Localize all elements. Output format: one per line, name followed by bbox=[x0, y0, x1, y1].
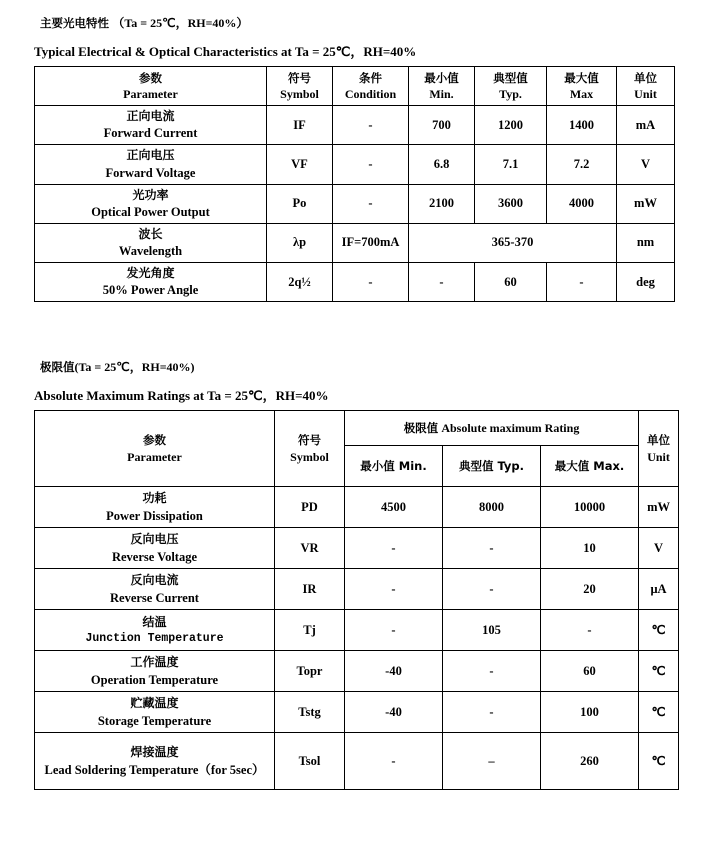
row-symbol: Tstg bbox=[275, 692, 345, 733]
row-condition: - bbox=[333, 106, 409, 145]
row-min: 700 bbox=[409, 106, 475, 145]
row-unit: deg bbox=[617, 263, 675, 302]
header-unit bbox=[639, 411, 679, 487]
absolute-maximum-ratings-table bbox=[34, 410, 679, 790]
row-parameter bbox=[35, 223, 267, 262]
row-parameter-en: Storage Temperature bbox=[97, 713, 212, 728]
header-min-label: 最小值 Min. bbox=[360, 459, 427, 474]
section2-title bbox=[40, 358, 678, 375]
table-row bbox=[35, 184, 675, 223]
row-min: - bbox=[345, 733, 443, 790]
row-parameter-cn: 结温 bbox=[142, 614, 167, 629]
table-row bbox=[35, 692, 679, 733]
row-parameter-cn: 反向电流 bbox=[130, 573, 179, 588]
header-rating-group bbox=[345, 411, 639, 446]
row-symbol: Tj bbox=[275, 610, 345, 651]
row-typ: - bbox=[443, 528, 541, 569]
section2-title-cn: 极限值 bbox=[40, 360, 75, 375]
row-parameter-en: Power Dissipation bbox=[106, 508, 203, 523]
header-unit-cn: 单位 bbox=[634, 70, 657, 85]
section1-title bbox=[40, 14, 678, 31]
row-unit: μA bbox=[639, 569, 679, 610]
row-parameter-cn: 焊接温度 bbox=[130, 745, 179, 760]
row-min: - bbox=[409, 263, 475, 302]
header-symbol-cn: 符号 bbox=[298, 433, 321, 448]
row-parameter-cn: 正向电流 bbox=[126, 109, 175, 123]
header-typ bbox=[443, 446, 541, 487]
table-row bbox=[35, 223, 675, 262]
table-row bbox=[35, 528, 679, 569]
header-typ-en: Typ. bbox=[499, 86, 522, 101]
header-rating-group-en: Absolute maximum Rating bbox=[441, 421, 580, 436]
row-typ: - bbox=[443, 569, 541, 610]
row-unit: ℃ bbox=[639, 692, 679, 733]
table-row bbox=[35, 610, 679, 651]
optical-characteristics-table bbox=[34, 66, 675, 302]
row-symbol: λp bbox=[267, 223, 333, 262]
row-parameter-cn: 正向电压 bbox=[126, 148, 175, 163]
header-typ bbox=[475, 67, 547, 106]
row-typ: - bbox=[443, 692, 541, 733]
header-condition bbox=[333, 67, 409, 106]
row-unit: mA bbox=[617, 106, 675, 145]
row-condition: - bbox=[333, 184, 409, 223]
header-unit-cn: 单位 bbox=[647, 433, 671, 448]
row-condition: - bbox=[333, 145, 409, 184]
row-parameter bbox=[35, 106, 267, 145]
row-condition: - bbox=[333, 263, 409, 302]
table-header-row bbox=[35, 67, 675, 106]
row-symbol: Tsol bbox=[275, 733, 345, 790]
row-symbol: PD bbox=[275, 487, 345, 528]
row-symbol: VR bbox=[275, 528, 345, 569]
row-max: - bbox=[541, 610, 639, 651]
row-parameter-cn: 光功率 bbox=[132, 187, 169, 202]
header-max bbox=[541, 446, 639, 487]
table-row bbox=[35, 106, 675, 145]
header-min bbox=[409, 67, 475, 106]
row-unit: mW bbox=[617, 184, 675, 223]
header-max-en: Max bbox=[569, 86, 594, 101]
row-parameter-en: Lead Soldering Temperature（for 5sec） bbox=[44, 762, 265, 777]
row-parameter-cn: 贮藏温度 bbox=[130, 696, 179, 711]
header-unit bbox=[617, 67, 675, 106]
header-unit-en: Unit bbox=[647, 449, 670, 464]
row-max: 10 bbox=[541, 528, 639, 569]
row-parameter-en: 50% Power Angle bbox=[102, 283, 199, 298]
table-header-row bbox=[35, 411, 679, 446]
row-parameter-en: Optical Power Output bbox=[91, 204, 210, 219]
header-min-en: Min. bbox=[429, 86, 454, 101]
row-typ: 7.1 bbox=[475, 145, 547, 184]
row-parameter-en: Wavelength bbox=[118, 244, 183, 259]
row-unit: nm bbox=[617, 223, 675, 262]
header-symbol-en: Symbol bbox=[290, 449, 329, 464]
section1-subtitle: Typical Electrical & Optical Characteristics at Ta = 25℃，RH=40% bbox=[34, 44, 417, 59]
row-max: 7.2 bbox=[547, 145, 617, 184]
row-min: 6.8 bbox=[409, 145, 475, 184]
row-typ: 60 bbox=[475, 263, 547, 302]
row-min: -40 bbox=[345, 692, 443, 733]
header-rating-group-cn: 极限值 bbox=[403, 421, 439, 436]
row-min: - bbox=[345, 610, 443, 651]
header-condition-en: Condition bbox=[344, 86, 397, 101]
row-min: -40 bbox=[345, 651, 443, 692]
row-unit: V bbox=[639, 528, 679, 569]
row-parameter-en: Forward Voltage bbox=[105, 165, 196, 180]
row-min: - bbox=[345, 528, 443, 569]
header-parameter-en: Parameter bbox=[123, 86, 178, 101]
row-typ: 8000 bbox=[443, 487, 541, 528]
row-parameter-cn: 功耗 bbox=[142, 491, 167, 506]
row-parameter bbox=[35, 145, 267, 184]
row-condition: IF=700mA bbox=[333, 223, 409, 262]
row-parameter bbox=[35, 487, 275, 528]
header-typ-cn: 典型值 bbox=[493, 70, 528, 85]
section1-title-cn: 主要光电特性 bbox=[40, 16, 109, 30]
row-symbol: IR bbox=[275, 569, 345, 610]
row-parameter bbox=[35, 733, 275, 790]
row-unit: ℃ bbox=[639, 733, 679, 790]
row-max: 20 bbox=[541, 569, 639, 610]
row-parameter bbox=[35, 651, 275, 692]
header-parameter-cn: 参数 bbox=[143, 433, 166, 448]
table-row bbox=[35, 651, 679, 692]
row-max: 60 bbox=[541, 651, 639, 692]
row-unit: V bbox=[617, 145, 675, 184]
row-max: 4000 bbox=[547, 184, 617, 223]
row-parameter-en: Forward Current bbox=[103, 126, 198, 141]
row-parameter bbox=[35, 263, 267, 302]
table-row bbox=[35, 733, 679, 790]
row-parameter-cn: 波长 bbox=[138, 226, 163, 241]
row-typ: - bbox=[443, 651, 541, 692]
row-min: 2100 bbox=[409, 184, 475, 223]
row-min: - bbox=[345, 569, 443, 610]
row-symbol: IF bbox=[267, 106, 333, 145]
header-parameter bbox=[35, 411, 275, 487]
row-parameter-cn: 工作温度 bbox=[130, 655, 179, 670]
row-parameter bbox=[35, 569, 275, 610]
row-parameter bbox=[35, 692, 275, 733]
table-row bbox=[35, 487, 679, 528]
row-typ: 1200 bbox=[475, 106, 547, 145]
header-min bbox=[345, 446, 443, 487]
row-parameter-en: Reverse Current bbox=[110, 590, 199, 605]
row-unit: mW bbox=[639, 487, 679, 528]
row-min: 4500 bbox=[345, 487, 443, 528]
row-typ: – bbox=[443, 733, 541, 790]
row-symbol: VF bbox=[267, 145, 333, 184]
header-min-cn: 最小值 bbox=[424, 70, 459, 85]
row-max: 100 bbox=[541, 692, 639, 733]
row-parameter-en: Operation Temperature bbox=[90, 672, 219, 687]
header-symbol-en: Symbol bbox=[280, 86, 319, 101]
table-row bbox=[35, 145, 675, 184]
row-unit: ℃ bbox=[639, 610, 679, 651]
row-parameter bbox=[35, 528, 275, 569]
row-typ: 3600 bbox=[475, 184, 547, 223]
row-parameter bbox=[35, 184, 267, 223]
header-max bbox=[547, 67, 617, 106]
row-symbol: Topr bbox=[275, 651, 345, 692]
header-parameter-en: Parameter bbox=[127, 449, 182, 464]
table-row bbox=[35, 263, 675, 302]
table-row bbox=[35, 569, 679, 610]
section2-subtitle: Absolute Maximum Ratings at Ta = 25℃，RH=40% bbox=[34, 388, 329, 404]
row-parameter-cn: 发光角度 bbox=[126, 266, 175, 281]
row-range-value: 365-370 bbox=[409, 223, 617, 262]
header-max-cn: 最大值 bbox=[564, 70, 599, 85]
header-symbol bbox=[267, 67, 333, 106]
row-parameter-cn: 反向电压 bbox=[130, 532, 179, 547]
header-typ-label: 典型值 Typ. bbox=[458, 459, 525, 474]
row-symbol: 2q½ bbox=[267, 263, 333, 302]
header-parameter-cn: 参数 bbox=[139, 70, 162, 85]
header-symbol-cn: 符号 bbox=[288, 70, 311, 85]
row-max: 260 bbox=[541, 733, 639, 790]
section1-title-condition: （Ta = 25℃，RH=40%） bbox=[112, 16, 249, 30]
row-parameter-en: Junction Temperature bbox=[85, 632, 224, 646]
header-parameter bbox=[35, 67, 267, 106]
row-max: 10000 bbox=[541, 487, 639, 528]
header-unit-en: Unit bbox=[634, 86, 657, 101]
row-parameter bbox=[35, 610, 275, 651]
section2-title-condition: (Ta = 25℃，RH=40%) bbox=[74, 360, 195, 375]
row-typ: 105 bbox=[443, 610, 541, 651]
row-parameter-en: Reverse Voltage bbox=[111, 549, 198, 564]
header-symbol bbox=[275, 411, 345, 487]
row-unit: ℃ bbox=[639, 651, 679, 692]
header-max-label: 最大值 Max. bbox=[554, 459, 625, 474]
header-condition-cn: 条件 bbox=[359, 70, 382, 85]
row-symbol: Po bbox=[267, 184, 333, 223]
row-max: - bbox=[547, 263, 617, 302]
row-max: 1400 bbox=[547, 106, 617, 145]
